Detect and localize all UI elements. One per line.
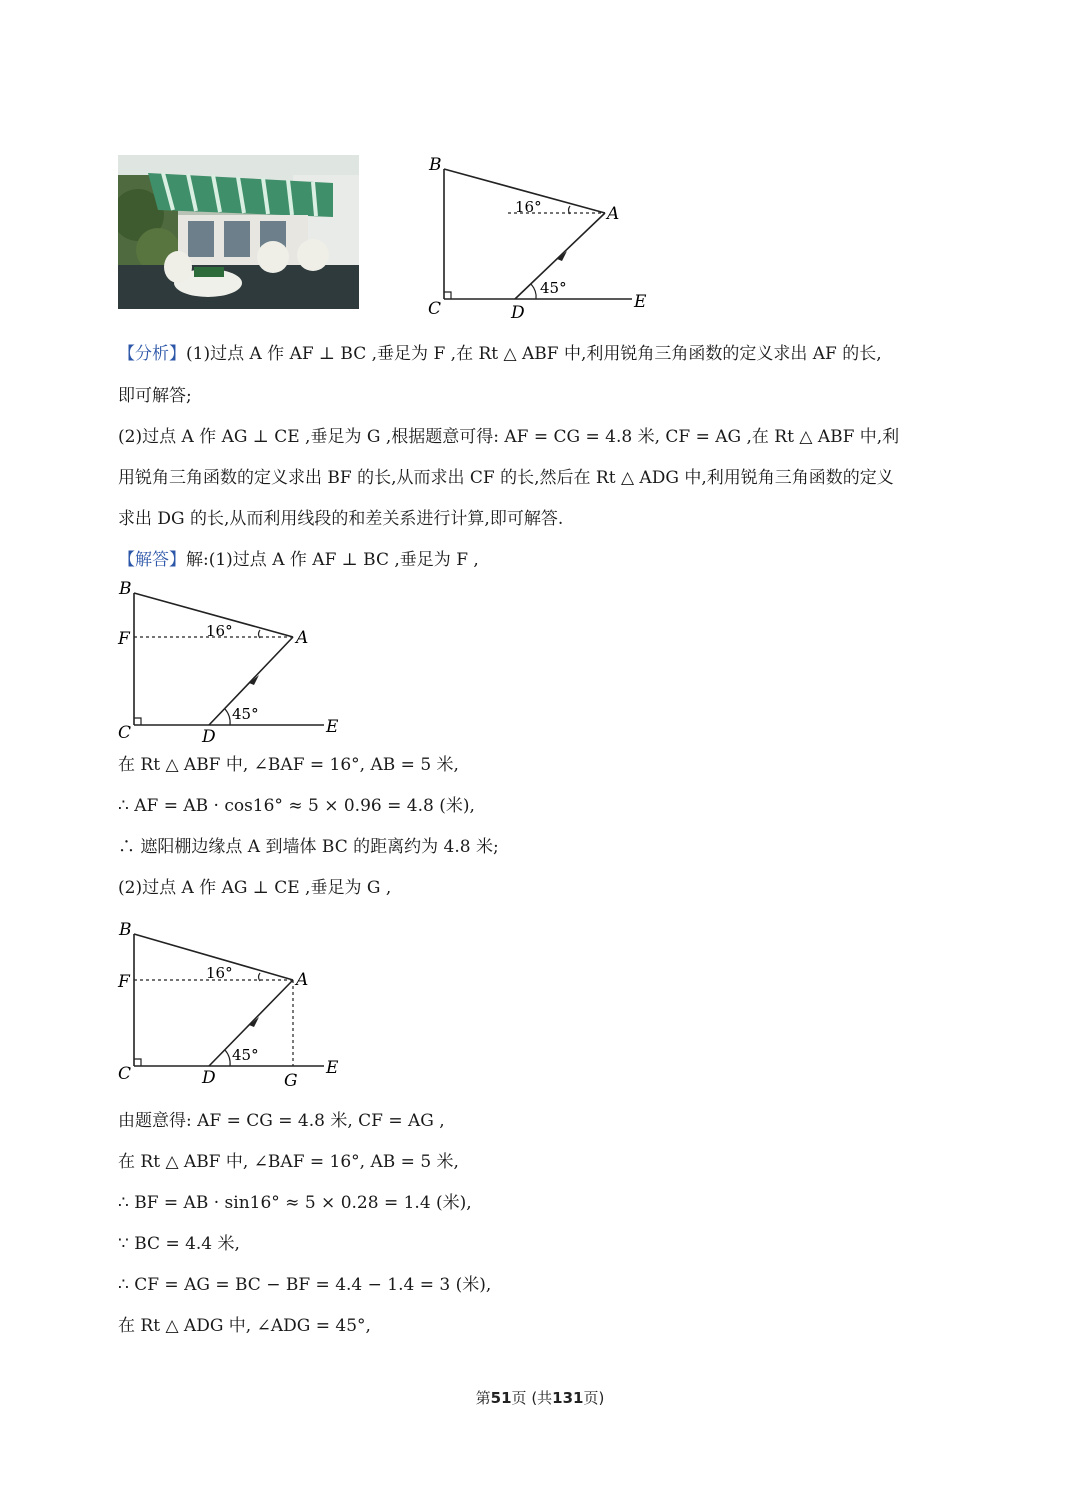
- label-a: A: [607, 204, 620, 224]
- label-d: D: [202, 1068, 216, 1088]
- label-f: F: [118, 972, 130, 992]
- label-a: A: [296, 970, 309, 990]
- solution-line-7: 在 Rt △ ABF 中, ∠BAF = 16°, AB = 5 米,: [118, 1152, 459, 1172]
- solution-tag: 【解答】: [118, 550, 186, 570]
- solution-line-11: 在 Rt △ ADG 中, ∠ADG = 45°,: [118, 1316, 371, 1336]
- figure-solution-1: [110, 575, 350, 747]
- page-footer: [0, 1387, 1080, 1408]
- footer-prefix: 第: [475, 1389, 491, 1407]
- figure-problem: [420, 150, 660, 325]
- label-b: B: [429, 155, 442, 175]
- label-e: E: [326, 717, 339, 737]
- angle-arc-top: [259, 630, 261, 638]
- direction-arrow: [249, 1017, 259, 1027]
- page-number: 51: [490, 1389, 512, 1407]
- right-angle-mark: [134, 1059, 141, 1066]
- label-b: B: [119, 579, 132, 599]
- angle-arc-top: [569, 206, 571, 214]
- analysis-line-2: 即可解答;: [118, 386, 192, 406]
- right-angle-mark: [444, 292, 451, 299]
- label-g: G: [284, 1071, 298, 1091]
- solution-text-1: 解:(1)过点 A 作 AF ⊥ BC ,垂足为 F ,: [186, 550, 479, 570]
- label-c: C: [428, 299, 442, 319]
- angle-label-16: 16°: [206, 622, 233, 640]
- solution-line-5: (2)过点 A 作 AG ⊥ CE ,垂足为 G ,: [118, 878, 392, 898]
- solution-line-8: ∴ BF = AB · sin16° ≈ 5 × 0.28 = 1.4 (米),: [118, 1193, 472, 1213]
- awning-photo: [118, 155, 359, 309]
- analysis-line-3: (2)过点 A 作 AG ⊥ CE ,垂足为 G ,根据题意可得: AF = CG = 4.8 米, CF = AG ,在 Rt △ ABF 中,利: [118, 427, 900, 447]
- angle-arc-bottom: [225, 709, 230, 725]
- angle-label-16: 16°: [206, 964, 233, 982]
- analysis-text-1: (1)过点 A 作 AF ⊥ BC ,垂足为 F ,在 Rt △ ABF 中,利用锐角三角函数的定义求出 AF 的长,: [186, 344, 882, 364]
- solution-line-6: 由题意得: AF = CG = 4.8 米, CF = AG ,: [118, 1111, 445, 1131]
- solution-line-3: ∴ AF = AB · cos16° ≈ 5 × 0.96 = 4.8 (米),: [118, 796, 475, 816]
- label-e: E: [326, 1058, 339, 1078]
- angle-label-16: 16°: [515, 198, 542, 216]
- direction-arrow: [249, 675, 259, 685]
- angle-label-45: 45°: [232, 705, 259, 723]
- figure-solution-2: [110, 916, 350, 1091]
- solution-line-10: ∴ CF = AG = BC − BF = 4.4 − 1.4 = 3 (米),: [118, 1275, 492, 1295]
- label-d: D: [202, 727, 216, 747]
- label-d: D: [511, 303, 525, 323]
- solution-line-9: ∵ BC = 4.4 米,: [118, 1234, 240, 1254]
- angle-label-45: 45°: [232, 1046, 259, 1064]
- analysis-line-1: [118, 342, 978, 366]
- total-pages: 131: [552, 1389, 584, 1407]
- solution-line-1: [118, 548, 978, 572]
- direction-arrow: [557, 251, 567, 261]
- footer-middle: 页 (共: [511, 1389, 553, 1407]
- solution-line-4: ∴ 遮阳棚边缘点 A 到墙体 BC 的距离约为 4.8 米;: [118, 837, 499, 857]
- label-e: E: [634, 292, 647, 312]
- label-b: B: [119, 920, 132, 940]
- analysis-line-5: 求出 DG 的长,从而利用线段的和差关系进行计算,即可解答.: [118, 509, 564, 529]
- footer-suffix: 页): [583, 1389, 605, 1407]
- angle-label-45: 45°: [540, 279, 567, 297]
- right-angle-mark: [134, 718, 141, 725]
- solution-line-2: 在 Rt △ ABF 中, ∠BAF = 16°, AB = 5 米,: [118, 755, 459, 775]
- angle-arc-bottom: [225, 1050, 230, 1066]
- angle-arc-top: [259, 973, 261, 981]
- label-c: C: [118, 723, 132, 743]
- label-f: F: [118, 629, 130, 649]
- label-c: C: [118, 1064, 132, 1084]
- analysis-line-4: 用锐角三角函数的定义求出 BF 的长,从而求出 CF 的长,然后在 Rt △ ADG 中,利用锐角三角函数的定义: [118, 468, 894, 488]
- angle-arc-bottom: [531, 284, 536, 299]
- label-a: A: [296, 628, 309, 648]
- analysis-tag: 【分析】: [118, 344, 186, 364]
